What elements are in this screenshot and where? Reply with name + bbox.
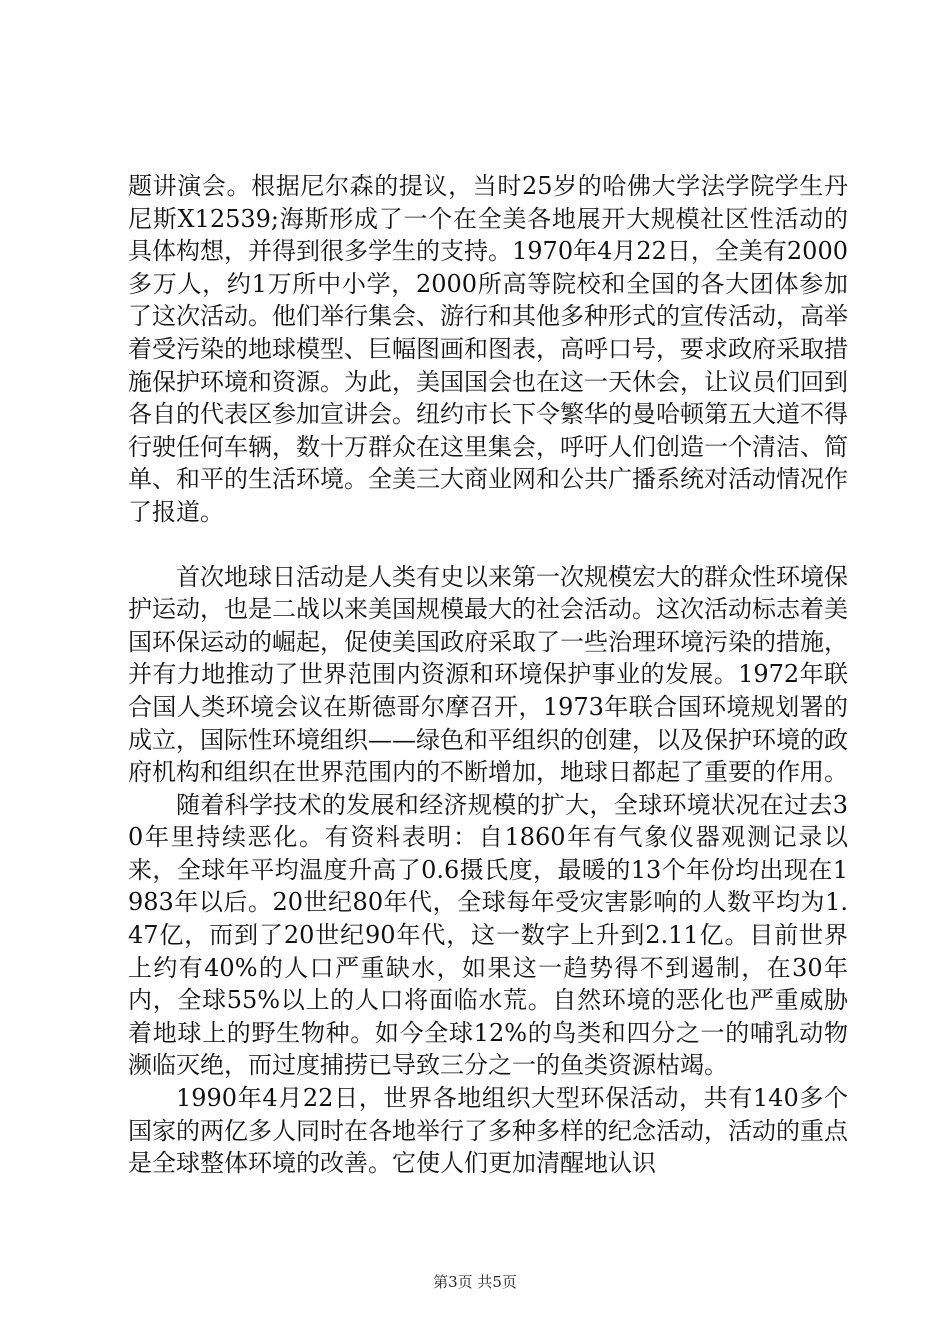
paragraph-1: 题讲演会。根据尼尔森的提议，当时25岁的哈佛大学法学院学生丹尼斯X12539;海斯形成了一个在全美各地展开大规模社区性活动的具体构想，并得到很多学生的支持。1970年4月22日，全美有2000多万人，约1万所中小学，2000所高等院校和全国的各大团体参加了这次活动。他们举行集会、游行和其他多种形式的宣传活动，高举着受污染的地球模型、巨幅图画和图表，高呼口号，要求政府采取措施保护环境和资源。为此，美国国会也在这一天休会，让议员们回到各自的代表区参加宣讲会。纽约市长下令繁华的曼哈顿第五大道不得行驶任何车辆，数十万群众在这里集会，呼吁人们创造一个清洁、简单、和平的生活环境。全美三大商业网和公共广播系统对活动情况作了报道。 (128, 172, 848, 526)
paragraph-4: 1990年4月22日，世界各地组织大型环保活动，共有140多个国家的两亿多人同时在各地举行了多种多样的纪念活动，活动的重点是全球整体环境的改善。它使人们更加清醒地认识 (128, 1084, 848, 1178)
paragraph-3: 随着科学技术的发展和经济规模的扩大，全球环境状况在过去30年里持续恶化。有资料表明：自1860年有气象仪器观测记录以来，全球年平均温度升高了0.6摄氏度，最暖的13个年份均出现在1983年以后。20世纪80年代，全球每年受灾害影响的人数平均为1.47亿，而到了20世纪90年代，这一数字上升到2.11亿。目前世界上约有40%的人口严重缺水，如果这一趋势得不到遏制，在30年内，全球55%以上的人口将面临水荒。自然环境的恶化也严重威胁着地球上的野生物种。如今全球12%的鸟类和四分之一的哺乳动物濒临灭绝，而过度捕捞已导致三分之一的鱼类资源枯竭。 (128, 790, 848, 1080)
document-body (128, 170, 848, 1180)
paragraph-2: 首次地球日活动是人类有史以来第一次规模宏大的群众性环境保护运动，也是二战以来美国规模最大的社会活动。这次活动标志着美国环保运动的崛起，促使美国政府采取了一些治理环境污染的措施，并有力地推动了世界范围内资源和环境保护事业的发展。1972年联合国人类环境会议在斯德哥尔摩召开，1973年联合国环境规划署的成立，国际性环境组织——绿色和平组织的创建，以及保护环境的政府机构和组织在世界范围内的不断增加，地球日都起了重要的作用。 (128, 562, 848, 787)
paragraph-gap (128, 529, 848, 561)
page-footer: 第3页 共5页 (433, 1273, 517, 1291)
